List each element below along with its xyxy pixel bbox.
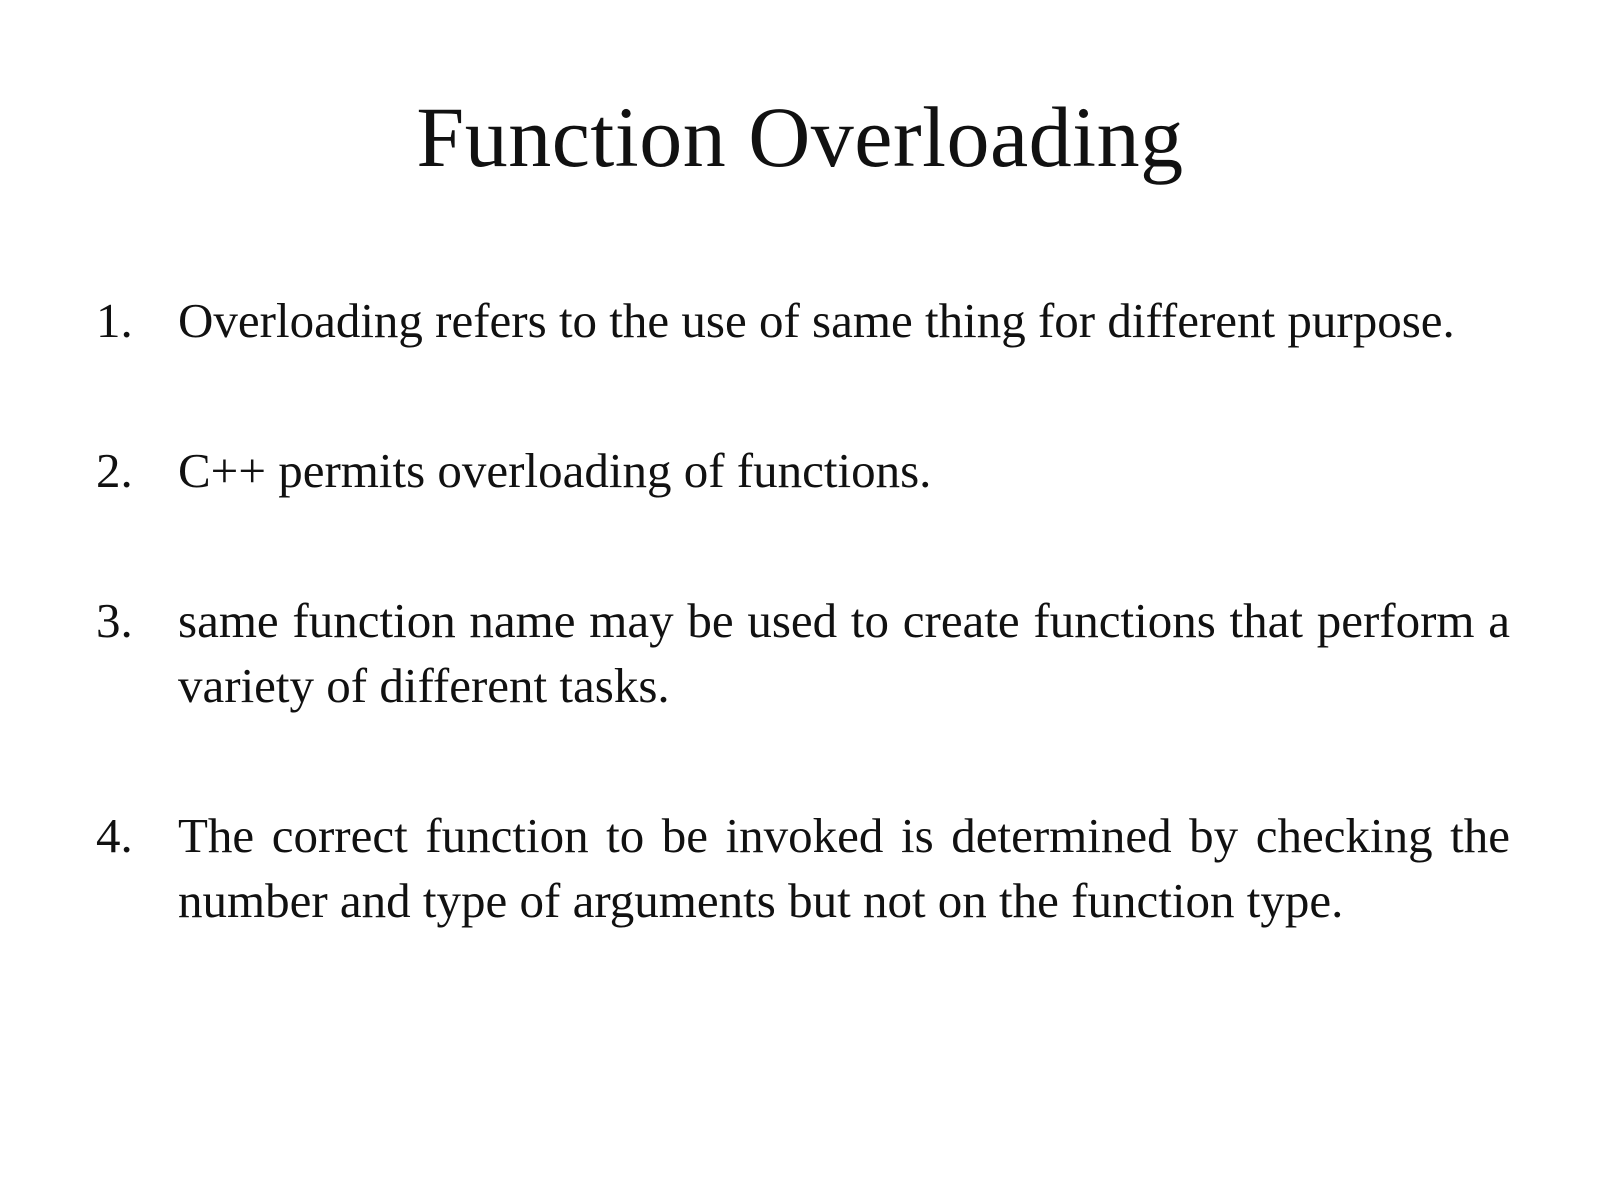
list-item xyxy=(96,438,1510,503)
list-item-number: 2. xyxy=(96,443,133,498)
list-item-text: The correct function to be invoked is determined by checking the number and type of arguments but not on the function type. xyxy=(178,808,1510,928)
numbered-point-list xyxy=(96,288,1510,933)
list-item-text: Overloading refers to the use of same thing for different purpose. xyxy=(178,293,1455,348)
list-item-number: 1. xyxy=(96,293,133,348)
slide-title: Function Overloading xyxy=(416,89,1184,185)
list-item xyxy=(96,288,1510,353)
list-item xyxy=(96,803,1510,933)
list-item-number: 3. xyxy=(96,593,133,648)
list-item-number: 4. xyxy=(96,808,133,863)
list-item-text: same function name may be used to create functions that perform a variety of different tasks. xyxy=(178,593,1510,713)
list-item-text: C++ permits overloading of functions. xyxy=(178,443,932,498)
list-item xyxy=(96,588,1510,718)
